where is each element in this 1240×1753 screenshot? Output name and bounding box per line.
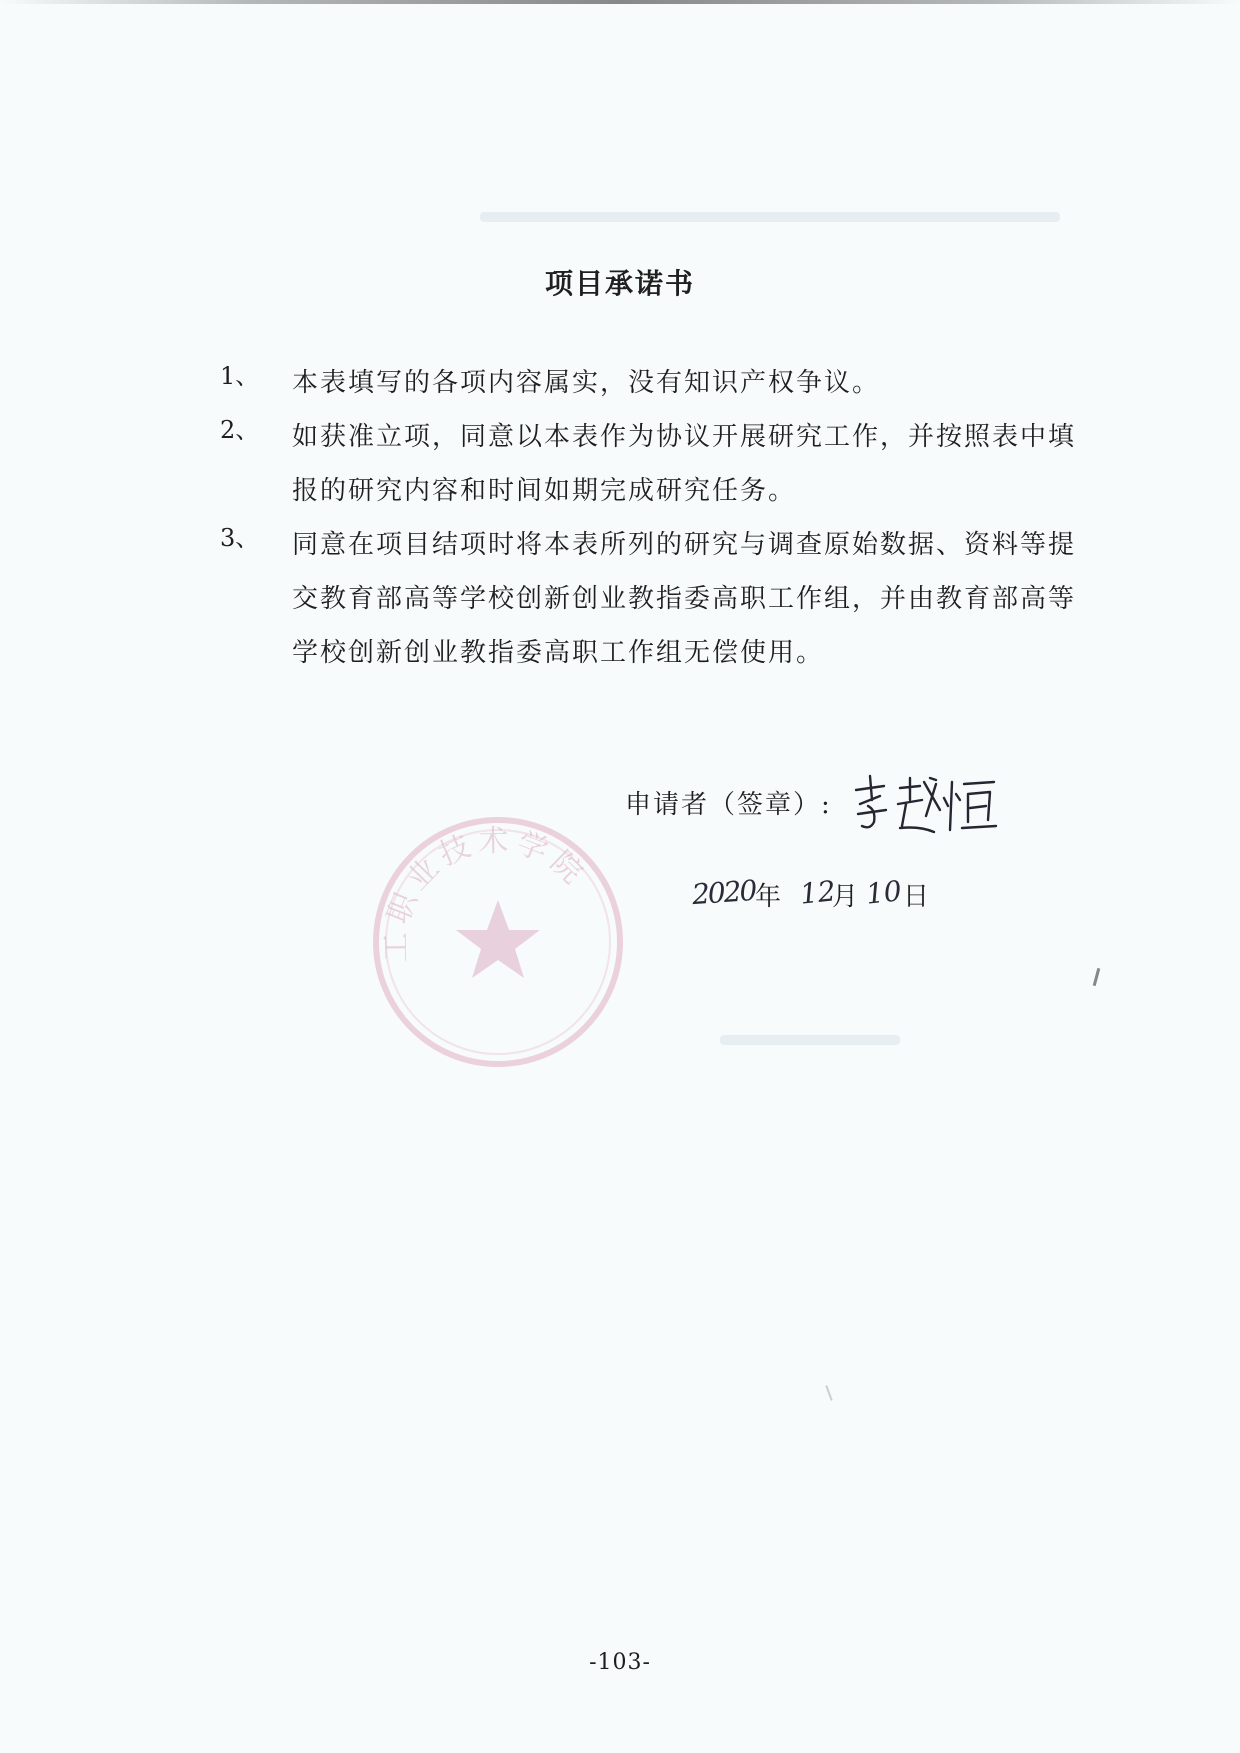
list-item-text: 同意在项目结项时将本表所列的研究与调查原始数据、资料等提交教育部高等学校创新创业教指委高职工作组，并由教育部高等学校创新创业教指委高职工作组无偿使用。 [292,530,1077,668]
list-item-text: 如获准立项，同意以本表作为协议开展研究工作，并按照表中填报的研究内容和时间如期完成研究任务。 [292,422,1077,506]
list-item-number: 1、 [220,362,260,390]
document-title: 项目承诺书 [544,267,695,300]
handwritten-signature [850,770,1000,840]
list-item-text: 本表填写的各项内容属实，没有知识产权争议。 [292,368,881,398]
date-day-char: 日 [903,882,930,912]
scan-edge-shadow [0,0,1240,4]
date-year-char: 年 [755,882,782,912]
date-month-char: 月 [832,882,859,912]
page-number: -103- [589,1650,651,1675]
date-day: 10 [864,874,904,911]
signature-label: 申请者（签章）: [625,790,832,820]
official-seal [368,812,628,1072]
date-year: 2020 [690,873,757,912]
svg-text:工职业技术学院: 工职业技术学院 [378,823,594,963]
show-through-mark [720,1035,900,1045]
list-item-number: 2、 [220,416,260,444]
date-month: 12 [798,874,838,911]
scan-speck [825,1385,832,1401]
list-item-number: 3、 [220,524,260,552]
show-through-mark [480,212,1060,222]
scan-speck [1093,968,1101,986]
